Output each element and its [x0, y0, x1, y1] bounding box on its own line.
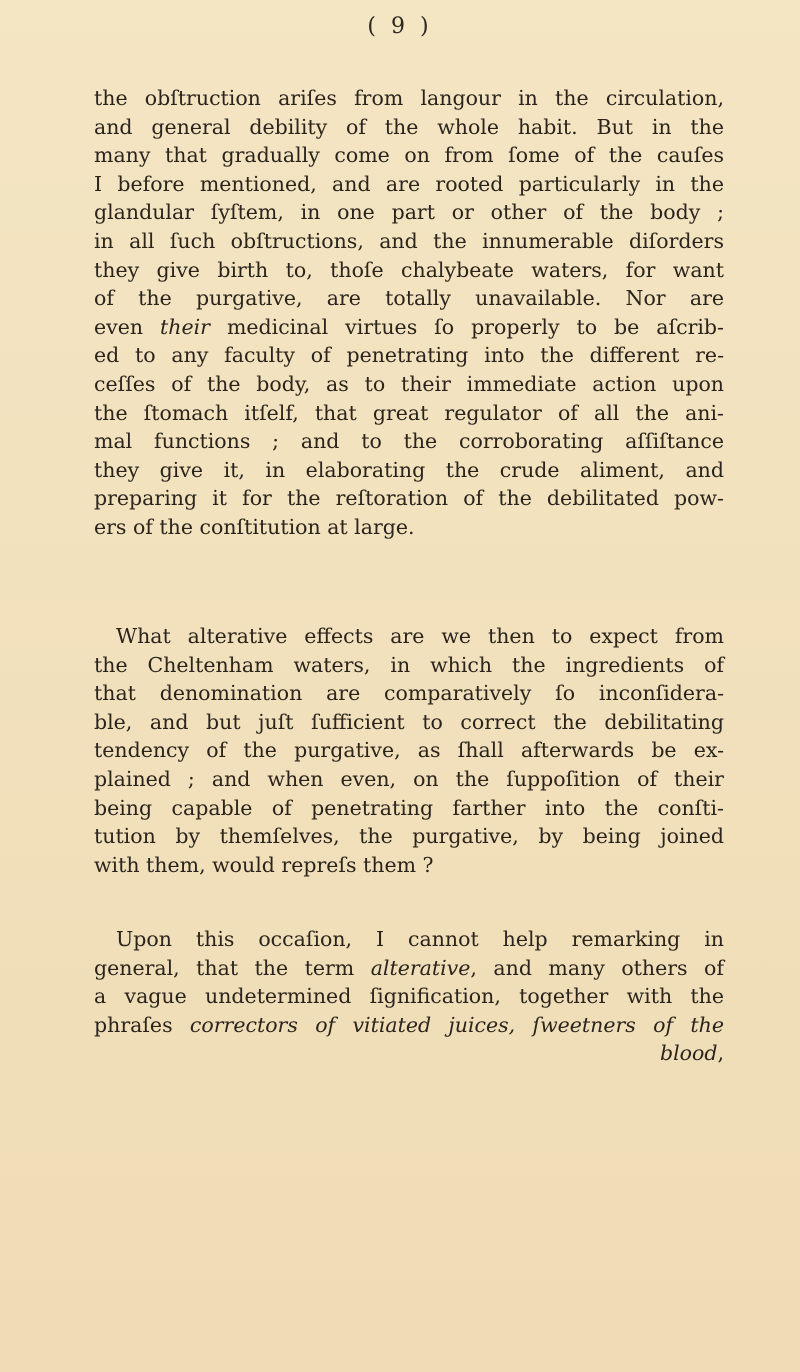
- text-line: and general debility of the whole habit. But in the: [94, 114, 724, 139]
- text-line: the obſtruction ariſes from langour in the circulation,: [94, 86, 724, 110]
- text-line: ed to any faculty of penetrating into the different re-: [94, 343, 724, 368]
- text-line: ers of the conſtitution at large.: [94, 514, 415, 539]
- italic-text: alterative: [370, 955, 471, 980]
- text-line: that denomination are comparatively ſo inconſidera-: [94, 681, 724, 706]
- text-line: ceſſes of the body, as to their immediate action upon: [94, 371, 724, 396]
- text-line: in all ſuch obſtructions, and the innumerable diſorders: [94, 228, 724, 253]
- text-run: , and many others of: [470, 955, 724, 980]
- text-line: I before mentioned, and are rooted particularly in the: [94, 171, 724, 196]
- text-line: the ſtomach itſelf, that great regulator of all the ani-: [94, 400, 724, 425]
- text-line: Upon this occaſion, I cannot help remarking in: [116, 927, 724, 951]
- text-run: phraſes: [94, 1012, 190, 1037]
- catchword-line: [94, 1039, 724, 1068]
- text-line: plained ; and when even, on the ſuppoſition of their: [94, 766, 724, 791]
- text-line: ble, and but juſt ſufficient to correct the debilitating: [94, 709, 724, 734]
- text-line: preparing it for the reſtoration of the debilitated pow-: [94, 486, 724, 511]
- text-line: of the purgative, are totally unavailable. Nor are: [94, 286, 724, 311]
- text-line: What alterative effects are we then to expect from: [116, 624, 724, 648]
- text-line: tution by themſelves, the purgative, by being joined: [94, 824, 724, 849]
- text-line: mal functions ; and to the corroborating aſſiſtance: [94, 429, 724, 454]
- text-line: they give it, in elaborating the crude aliment, and: [94, 457, 724, 482]
- text-run: general, that the term: [94, 955, 371, 980]
- text-line: many that gradually come on from ſome of the cauſes: [94, 143, 724, 168]
- text-line: [94, 1011, 724, 1040]
- text-line: being capable of penetrating farther into the conſti-: [94, 795, 724, 820]
- text-line: a vague undetermined ſignification, together with the: [94, 984, 724, 1009]
- italic-text: correctors of vitiated juices, ſweetners of the: [189, 1012, 724, 1037]
- italic-text: blood: [659, 1041, 718, 1066]
- text-run: medicinal virtues ſo properly to be aſcrib-: [209, 314, 724, 339]
- text-line: tendency of the purgative, as ſhall afterwards be ex-: [94, 738, 724, 763]
- text-line: with them, would repreſs them ?: [94, 852, 434, 877]
- text-line: they give birth to, thoſe chalybeate waters, for want: [94, 257, 724, 282]
- page-number: ( 9 ): [367, 14, 433, 39]
- italic-text: their: [160, 314, 210, 339]
- paragraph-3: [94, 925, 724, 1068]
- text-line: [94, 313, 724, 342]
- text-line: the Cheltenham waters, in which the ingredients of: [94, 652, 724, 677]
- paragraph-1: [94, 84, 724, 542]
- text-line: glandular ſyſtem, in one part or other of the body ;: [94, 200, 724, 225]
- text-run: ,: [717, 1041, 724, 1066]
- text-run: even: [94, 314, 161, 339]
- text-line: [94, 954, 724, 983]
- paragraph-2: [94, 622, 724, 879]
